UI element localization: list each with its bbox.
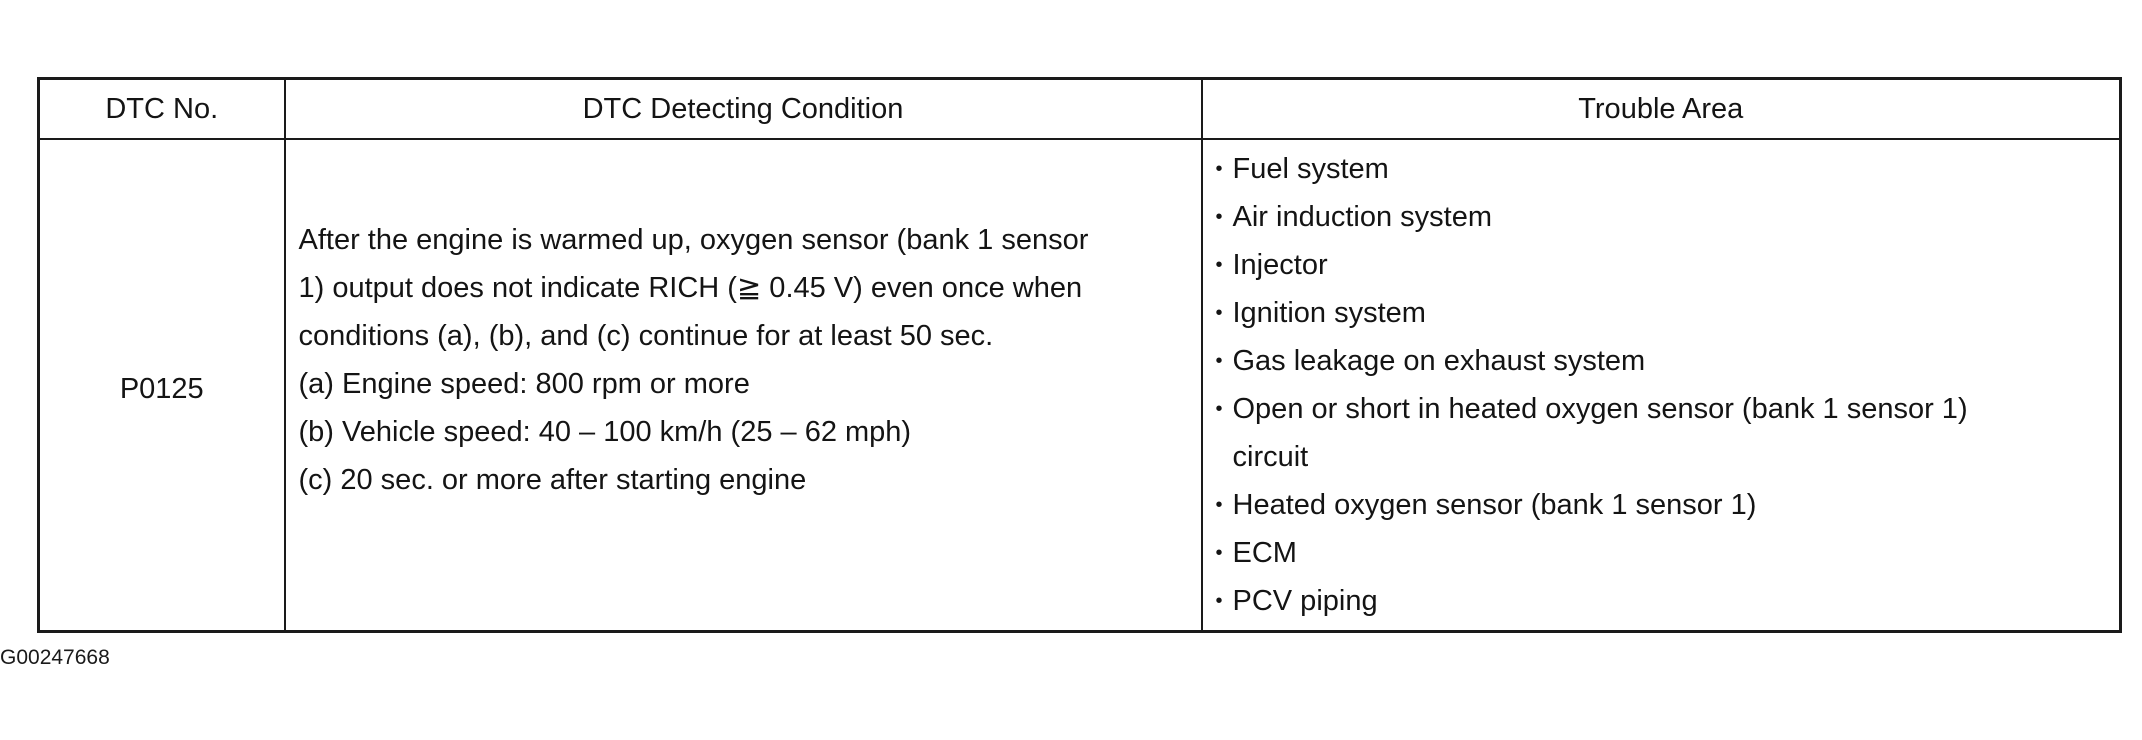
list-item xyxy=(1216,577,2120,625)
condition-line: (b) Vehicle speed: 40 – 100 km/h (25 – 62 mph) xyxy=(298,416,912,448)
bullet-icon: • xyxy=(1215,302,1223,324)
detecting-condition-cell xyxy=(285,139,1202,632)
list-item-continuation xyxy=(1216,433,2120,481)
trouble-area-text: Heated oxygen sensor (bank 1 sensor 1) xyxy=(1232,489,1757,521)
trouble-area-text: Injector xyxy=(1232,249,1328,281)
condition-line: (c) 20 sec. or more after starting engine xyxy=(298,464,807,496)
header-detecting-condition: DTC Detecting Condition xyxy=(285,79,1202,140)
list-item xyxy=(1216,241,2120,289)
dtc-table xyxy=(37,77,2122,633)
trouble-area-text: Open or short in heated oxygen sensor (bank 1 sensor 1) xyxy=(1232,393,1968,425)
list-item xyxy=(1216,337,2120,385)
trouble-area-list xyxy=(1216,145,2120,625)
bullet-icon: • xyxy=(1215,350,1223,372)
condition-line: (a) Engine speed: 800 rpm or more xyxy=(298,368,750,400)
figure-code: G00247668 xyxy=(0,646,110,669)
table-header-row xyxy=(39,79,2121,140)
table-row xyxy=(39,139,2121,632)
bullet-icon: • xyxy=(1215,206,1223,228)
bullet-icon: • xyxy=(1215,398,1223,420)
list-item xyxy=(1216,289,2120,337)
condition-line: conditions (a), (b), and (c) continue for at least 50 sec. xyxy=(298,320,994,352)
trouble-area-text: ECM xyxy=(1232,537,1297,569)
trouble-area-text: Fuel system xyxy=(1232,153,1389,185)
bullet-icon: • xyxy=(1215,254,1223,276)
condition-line: After the engine is warmed up, oxygen sensor (bank 1 sensor xyxy=(298,224,1089,256)
bullet-icon: • xyxy=(1215,158,1223,180)
bullet-icon: • xyxy=(1215,590,1223,612)
list-item xyxy=(1216,529,2120,577)
list-item xyxy=(1216,481,2120,529)
trouble-area-text: PCV piping xyxy=(1232,585,1378,617)
header-trouble-area: Trouble Area xyxy=(1202,79,2121,140)
dtc-code-cell: P0125 xyxy=(39,139,285,632)
trouble-area-cell xyxy=(1202,139,2121,632)
trouble-area-text: Ignition system xyxy=(1232,297,1426,329)
trouble-area-text: Gas leakage on exhaust system xyxy=(1232,345,1646,377)
bullet-icon: • xyxy=(1215,542,1223,564)
trouble-area-text: circuit xyxy=(1232,441,1309,473)
list-item xyxy=(1216,145,2120,193)
trouble-area-text: Air induction system xyxy=(1232,201,1492,233)
bullet-icon: • xyxy=(1215,494,1223,516)
list-item xyxy=(1216,385,2120,433)
header-dtc-no: DTC No. xyxy=(39,79,285,140)
list-item xyxy=(1216,193,2120,241)
condition-line: 1) output does not indicate RICH (≧ 0.45 V) even once when xyxy=(298,272,1083,304)
